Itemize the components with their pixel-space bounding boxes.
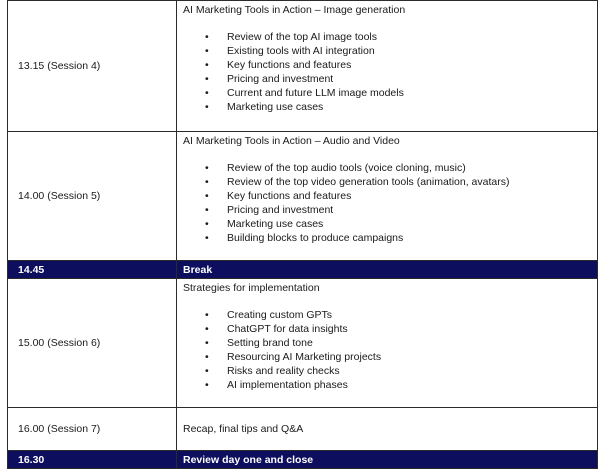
topic-item xyxy=(205,322,597,336)
bullet-icon: • xyxy=(205,101,209,113)
topic-item xyxy=(205,308,597,322)
bullet-icon: • xyxy=(205,323,209,335)
agenda-row-close xyxy=(8,451,598,469)
session-title: Strategies for implementation xyxy=(183,282,320,294)
topic-item xyxy=(205,86,597,100)
break-label: Break xyxy=(177,261,598,279)
bullet-icon: • xyxy=(205,309,209,321)
topic-item xyxy=(205,58,597,72)
topic-text: Resourcing AI Marketing projects xyxy=(227,351,382,363)
bullet-icon: • xyxy=(205,31,209,43)
session-title: AI Marketing Tools in Action – Audio and Video xyxy=(183,135,400,147)
time-cell: 13.15 (Session 4) xyxy=(8,1,177,132)
bullet-icon: • xyxy=(205,162,209,174)
topic-item xyxy=(205,161,597,175)
topic-item xyxy=(205,30,597,44)
topic-item xyxy=(205,44,597,58)
session-title: AI Marketing Tools in Action – Image generation xyxy=(183,4,406,16)
time-cell: 14.00 (Session 5) xyxy=(8,132,177,261)
bullet-icon: • xyxy=(205,218,209,230)
topic-text: Setting brand tone xyxy=(227,337,313,349)
bullet-icon: • xyxy=(205,45,209,57)
agenda-row-session-4 xyxy=(8,1,598,132)
topic-text: Marketing use cases xyxy=(227,218,324,230)
topic-item xyxy=(205,203,597,217)
topic-text: Pricing and investment xyxy=(227,204,334,216)
bullet-icon: • xyxy=(205,190,209,202)
bullet-icon: • xyxy=(205,204,209,216)
time-cell: 16.00 (Session 7) xyxy=(8,408,177,451)
topic-item xyxy=(205,350,597,364)
agenda-row-session-6 xyxy=(8,279,598,408)
topic-item xyxy=(205,378,597,392)
topic-item xyxy=(205,100,597,114)
topic-item xyxy=(205,189,597,203)
agenda-row-session-7 xyxy=(8,408,598,451)
topic-text: Creating custom GPTs xyxy=(227,309,333,321)
topic-text: Key functions and features xyxy=(227,190,352,202)
topic-list xyxy=(183,308,597,392)
time-cell: 14.45 xyxy=(8,261,177,279)
topic-item xyxy=(205,72,597,86)
time-cell: 16.30 xyxy=(8,451,177,469)
topic-item xyxy=(205,217,597,231)
topic-text: Existing tools with AI integration xyxy=(227,45,375,57)
topic-item xyxy=(205,231,597,245)
bullet-icon: • xyxy=(205,87,209,99)
topic-list xyxy=(183,161,597,245)
agenda-row-break xyxy=(8,261,598,279)
topic-text: Risks and reality checks xyxy=(227,365,340,377)
topic-item xyxy=(205,364,597,378)
topic-text: Review of the top video generation tools (animation, avatars) xyxy=(227,176,510,188)
close-label: Review day one and close xyxy=(177,451,598,469)
topic-text: Pricing and investment xyxy=(227,73,334,85)
bullet-icon: • xyxy=(205,365,209,377)
topic-text: Marketing use cases xyxy=(227,101,324,113)
topic-text: Review of the top audio tools (voice cloning, music) xyxy=(227,162,466,174)
content-cell xyxy=(177,279,598,408)
topic-text: Current and future LLM image models xyxy=(227,87,404,99)
session-title: Recap, final tips and Q&A xyxy=(177,408,598,451)
bullet-icon: • xyxy=(205,73,209,85)
bullet-icon: • xyxy=(205,337,209,349)
agenda-table xyxy=(7,0,598,469)
topic-text: Building blocks to produce campaigns xyxy=(227,232,404,244)
bullet-icon: • xyxy=(205,379,209,391)
topic-item xyxy=(205,175,597,189)
topic-text: AI implementation phases xyxy=(227,379,348,391)
time-cell: 15.00 (Session 6) xyxy=(8,279,177,408)
topic-item xyxy=(205,336,597,350)
bullet-icon: • xyxy=(205,59,209,71)
content-cell xyxy=(177,132,598,261)
bullet-icon: • xyxy=(205,176,209,188)
topic-text: Key functions and features xyxy=(227,59,352,71)
bullet-icon: • xyxy=(205,351,209,363)
agenda-row-session-5 xyxy=(8,132,598,261)
topic-text: Review of the top AI image tools xyxy=(227,31,377,43)
bullet-icon: • xyxy=(205,232,209,244)
content-cell xyxy=(177,1,598,132)
topic-list xyxy=(183,30,597,114)
topic-text: ChatGPT for data insights xyxy=(227,323,348,335)
